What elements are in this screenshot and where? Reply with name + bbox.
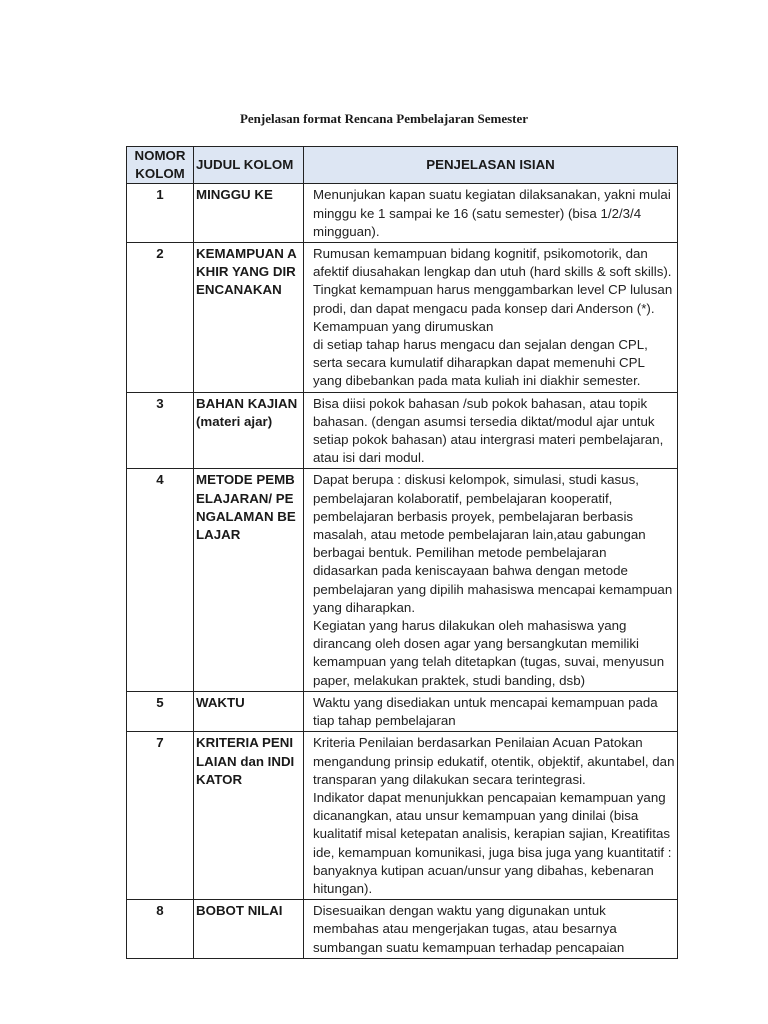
table-row	[127, 243, 678, 393]
row-number: 2	[127, 243, 194, 393]
header-nomor-kolom: NOMOR KOLOM	[127, 147, 194, 184]
table-header-row	[127, 147, 678, 184]
row-description: Menunjukan kapan suatu kegiatan dilaksanakan, yakni mulai minggu ke 1 sampai ke 16 (satu semester) (bisa 1/2/3/4 mingguan).	[304, 184, 678, 243]
row-title: MINGGU KE	[194, 184, 304, 243]
row-title: BOBOT NILAI	[194, 900, 304, 959]
rps-format-table	[126, 146, 678, 959]
row-title: WAKTU	[194, 691, 304, 731]
row-title: BAHAN KAJIAN (materi ajar)	[194, 392, 304, 469]
row-description: Kriteria Penilaian berdasarkan Penilaian Acuan Patokan mengandung prinsip edukatif, otentik, objektif, akuntabel, dan transparan yang dilakukan secara terintegrasi. Indikator dapat menunjukkan pencapaian kemampuan yang dicanangkan, atau unsur kemampuan yang dinilai (bisa kualitatif misal ketepatan analisis, kerapian sajian, Kreatifitas ide, kemampuan komunikasi, juga bisa juga yang kuantitatif : banyaknya kutipan acuan/unsur yang dibahas, kebenaran hitungan).	[304, 732, 678, 900]
row-number: 7	[127, 732, 194, 900]
row-description: Waktu yang disediakan untuk mencapai kemampuan pada tiap tahap pembelajaran	[304, 691, 678, 731]
header-penjelasan-isian: PENJELASAN ISIAN	[304, 147, 678, 184]
row-description: Rumusan kemampuan bidang kognitif, psikomotorik, dan afektif diusahakan lengkap dan utuh (hard skills & soft skills). Tingkat kemampuan harus menggambarkan level CP lulusan prodi, dan dapat mengacu pada konsep dari Anderson (*). Kemampuan yang dirumuskan di setiap tahap harus mengacu dan sejalan dengan CPL, serta secara kumulatif diharapkan dapat memenuhi CPL yang dibebankan pada mata kuliah ini diakhir semester.	[304, 243, 678, 393]
row-description: Disesuaikan dengan waktu yang digunakan untuk membahas atau mengerjakan tugas, atau besarnya sumbangan suatu kemampuan terhadap pencapaian	[304, 900, 678, 959]
table-row	[127, 691, 678, 731]
table-row	[127, 732, 678, 900]
table-row	[127, 900, 678, 959]
table-row	[127, 392, 678, 469]
row-description: Bisa diisi pokok bahasan /sub pokok bahasan, atau topik bahasan. (dengan asumsi tersedia diktat/modul ajar untuk setiap pokok bahasan) atau intergrasi materi pembelajaran, atau isi dari modul.	[304, 392, 678, 469]
header-judul-kolom: JUDUL KOLOM	[194, 147, 304, 184]
row-number: 1	[127, 184, 194, 243]
row-title: METODE PEMBELAJARAN/ PENGALAMAN BELAJAR	[194, 469, 304, 691]
row-title: KEMAMPUAN AKHIR YANG DIRENCANAKAN	[194, 243, 304, 393]
row-title: KRITERIA PENILAIAN dan INDIKATOR	[194, 732, 304, 900]
row-number: 5	[127, 691, 194, 731]
row-number: 3	[127, 392, 194, 469]
row-number: 8	[127, 900, 194, 959]
document-title: Penjelasan format Rencana Pembelajaran Semester	[239, 111, 529, 126]
row-description: Dapat berupa : diskusi kelompok, simulasi, studi kasus, pembelajaran kolaboratif, pembelajaran kooperatif, pembelajaran berbasis proyek, pembelajaran berbasis masalah, atau metode pembelajaran lain,atau gabungan berbagai bentuk. Pemilihan metode pembelajaran didasarkan pada keniscayaan bahwa dengan metode pembelajaran yang dipilih mahasiswa mencapai kemampuan yang diharapkan. Kegiatan yang harus dilakukan oleh mahasiswa yang dirancang oleh dosen agar yang bersangkutan memiliki kemampuan yang telah ditetapkan (tugas, suvai, menyusun paper, melakukan praktek, studi banding, dsb)	[304, 469, 678, 691]
table-row	[127, 184, 678, 243]
table-row	[127, 469, 678, 691]
row-number: 4	[127, 469, 194, 691]
